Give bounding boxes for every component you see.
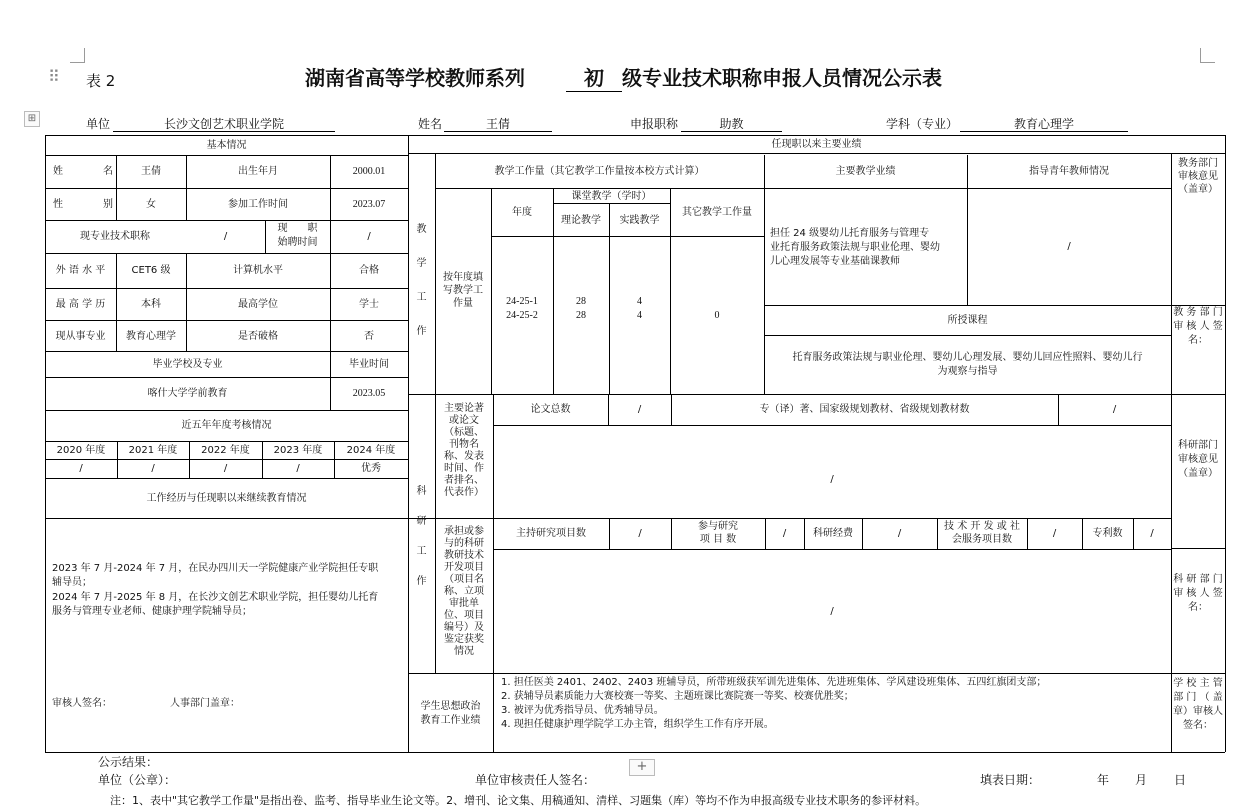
- guide-header: 指导青年教师情况: [1029, 166, 1109, 177]
- footnote: 注：1、表中"其它教学工作量"是指出卷、监考、指导毕业生论文等。2、增刊、论文集、用稿通知、清样、习题集（库）等均不作为申报高级专业技术职务的参评材料。: [110, 794, 927, 807]
- theory-value: 28: [576, 296, 586, 307]
- grad-time-value: 2023.05: [352, 388, 386, 399]
- fund-label: 科研经费: [813, 528, 853, 539]
- tech-service-value: /: [1052, 528, 1057, 539]
- paper-count-value: /: [637, 404, 642, 415]
- name-underline: [444, 131, 552, 132]
- xingbie-label-a: 性: [53, 199, 63, 210]
- unit-underline: [113, 131, 335, 132]
- assess-value-2023: /: [296, 463, 300, 474]
- birth-value: 2000.01: [352, 166, 386, 177]
- by-year-label: 按年度填 写教学工 作量: [443, 272, 483, 309]
- unit-label: 单位: [86, 117, 111, 131]
- assess-year-2024: 2024 年度: [346, 445, 396, 456]
- other-header: 其它教学工作量: [682, 207, 752, 218]
- xingbie-label-b: 别: [103, 199, 113, 210]
- research-dept-opinion: 科研部门 审核意见 （盖章）: [1178, 440, 1218, 479]
- academic-signer: 教 务 部 门 审 核 人 签 名：: [1173, 307, 1223, 346]
- join-project-value: /: [782, 528, 787, 539]
- practice-value: 4: [637, 310, 642, 321]
- papers-label: 主要论著 或论文 （标题、 刊物名 称、发表 时间、作 者排名、 代表作）: [444, 403, 484, 498]
- cur-title-label: 现专业技术职称: [80, 231, 150, 242]
- tech-service-label: 技 术 开 发 或 社 会服务项目数: [944, 521, 1020, 545]
- hire-value: /: [367, 231, 371, 242]
- year-value: 24-25-1: [506, 296, 538, 307]
- research-signer: 科 研 部 门 审 核 人 签 名：: [1173, 574, 1223, 613]
- date-day: 日: [1174, 773, 1187, 787]
- subject-underline: [960, 131, 1128, 132]
- title-level-underline: [566, 91, 622, 92]
- gender-value: 女: [146, 199, 156, 210]
- assess-year-2023: 2023 年度: [273, 445, 323, 456]
- table-number: 表 2: [86, 72, 116, 90]
- research-vertical-label: 科 研 工 作: [416, 486, 427, 587]
- school-value: 喀什大学学前教育: [147, 388, 228, 399]
- computer-label: 计算机水平: [233, 265, 283, 276]
- cur-title-value: /: [223, 231, 228, 242]
- year-header: 年度: [512, 207, 532, 218]
- theory-header: 理论教学: [561, 215, 601, 226]
- major-label: 现从事专业: [55, 331, 106, 342]
- name-value: 王倩: [485, 117, 510, 131]
- exp-line: 辅导员；: [52, 577, 92, 588]
- hire-label-a: 现 职: [277, 223, 318, 234]
- practice-value: 4: [637, 296, 642, 307]
- assess-title: 近五年年度考核情况: [181, 420, 272, 431]
- page-corner-mark-left: [70, 48, 85, 63]
- project-detail: /: [830, 606, 834, 617]
- degree-value: 学士: [359, 299, 379, 310]
- exp-title: 工作经历与任现职以来继续教育情况: [146, 493, 307, 504]
- unit-reviewer-label: 单位审核责任人签名：: [475, 773, 596, 787]
- patent-value: /: [1150, 528, 1154, 539]
- workload-header: 教学工作量（其它教学工作量按本校方式计算）: [494, 166, 705, 177]
- ideology-label: 学生思想政治 教育工作业绩: [420, 701, 481, 726]
- courses-header: 所授课程: [947, 315, 988, 326]
- assess-year-2022: 2022 年度: [201, 445, 250, 456]
- courses-text: 托育服务政策法规与职业伦理、婴幼儿心理发展、婴幼儿回应性照料、婴幼儿行 为观察与指导: [792, 352, 1143, 377]
- title-level: 初: [584, 66, 604, 90]
- assess-value-2020: /: [79, 463, 83, 474]
- paper-detail: /: [830, 474, 834, 485]
- name-cell: 王倩: [141, 166, 161, 177]
- degree-label: 最高学位: [238, 299, 278, 310]
- lang-label: 外 语 水 平: [55, 265, 106, 276]
- assess-year-2020: 2020 年度: [56, 445, 106, 456]
- class-teaching-header: 课堂教学（学时）: [571, 191, 652, 202]
- host-project-label: 主持研究项目数: [516, 528, 586, 539]
- basic-section-title: 基本情况: [206, 140, 247, 151]
- drag-handle-icon[interactable]: ⠿: [48, 67, 60, 86]
- assess-value-2022: /: [223, 463, 228, 474]
- page-corner-mark-right: [1200, 48, 1215, 63]
- main-perf-text: 担任 24 级婴幼儿托育服务与管理专 业托育服务政策法规与职业伦理、婴幼 儿心理发展等专业基础课教师: [770, 228, 940, 267]
- subject-label: 学科（专业）: [886, 117, 959, 131]
- break-value: 否: [364, 331, 374, 342]
- birth-label: 出生年月: [238, 166, 278, 177]
- lang-value: CET6 级: [131, 265, 171, 276]
- main-perf-header: 主要教学业绩: [835, 166, 896, 177]
- title-suffix: 级专业技术职称申报人员情况公示表: [622, 66, 942, 90]
- teaching-vertical-label: 教 学 工 作: [416, 224, 427, 337]
- apply-title-value: 助教: [719, 117, 744, 131]
- book-count-label: 专（译）著、国家级规划教材、省级规划教材数: [759, 404, 970, 415]
- join-project-label: 参与研究 项 目 数: [698, 521, 738, 545]
- book-count-value: /: [1112, 404, 1117, 415]
- edu-value: 本科: [141, 299, 161, 310]
- break-label: 是否破格: [238, 331, 278, 342]
- ideology-lines: 1. 担任医美 2401、2402、2403 班辅导员，所带班级获军训先进集体、先进班集体、学风建设班集体、五四红旗团支部； 2. 获辅导员素质能力大赛校赛一等奖、主题班课比赛院赛一等奖、校赛优胜奖； 3. 被评为优秀指导员、优秀辅导员。 4. 现担任健康护理学院学工办主管，组织学生工作有序开展。: [501, 677, 1047, 730]
- projects-label: 承担或参 与的科研 教研技术 开发项目 （项目名 称、立项 审批单 位、项目 编号）及 鉴定获奖 情况: [444, 526, 484, 657]
- year-value: 24-25-2: [506, 310, 538, 321]
- host-project-value: /: [638, 528, 642, 539]
- edu-label: 最 高 学 历: [55, 299, 106, 310]
- assess-value-2024: 优秀: [361, 463, 381, 474]
- work-start-label: 参加工作时间: [228, 199, 288, 210]
- xingming-label-b: 名: [103, 166, 113, 177]
- major-value: 教育心理学: [126, 331, 176, 342]
- add-row-button[interactable]: +: [629, 759, 655, 776]
- title-prefix: 湖南省高等学校教师系列: [305, 66, 525, 90]
- subject-value: 教育心理学: [1013, 117, 1074, 131]
- xingming-label-a: 姓: [53, 166, 63, 177]
- guide-value: /: [1067, 241, 1071, 252]
- exp-line: 2023 年 7 月-2024 年 7 月，在民办四川天一学院健康产业学院担任专职: [52, 563, 379, 574]
- computer-value: 合格: [359, 265, 379, 276]
- unit-value: 长沙文创艺术职业学院: [163, 117, 284, 131]
- unit-seal-label: 单位（公章）：: [98, 773, 177, 787]
- exp-line: 2024 年 7 月-2025 年 8 月，在长沙文创艺术职业学院，担任婴幼儿托育: [52, 592, 379, 603]
- apply-title-label: 申报职称: [630, 117, 679, 131]
- name-label: 姓名: [418, 117, 443, 131]
- date-month: 月: [1135, 773, 1148, 787]
- practice-header: 实践教学: [619, 215, 660, 226]
- patent-label: 专利数: [1092, 528, 1123, 539]
- other-value: 0: [714, 310, 720, 321]
- school-label: 毕业学校及专业: [152, 359, 223, 370]
- performance-section-title: 任现职以来主要业绩: [771, 139, 862, 150]
- school-signer: 学 校 主 管 部 门 （ 盖 章）审核人 签名：: [1173, 678, 1223, 731]
- paper-count-label: 论文总数: [530, 404, 571, 415]
- hr-seal-label: 人事部门盖章：: [170, 698, 240, 709]
- academic-dept-opinion: 教务部门 审核意见 （盖章）: [1178, 158, 1218, 195]
- reviewer-sign-label: 审核人签名：: [52, 698, 112, 709]
- date-year: 年: [1097, 773, 1110, 787]
- assess-value-2021: /: [151, 463, 155, 474]
- assess-year-2021: 2021 年度: [128, 445, 178, 456]
- hire-label-b: 始聘时间: [277, 237, 318, 248]
- grad-time-label: 毕业时间: [349, 359, 389, 370]
- table-move-handle-icon[interactable]: ⊞: [24, 111, 40, 127]
- apply-title-underline: [681, 131, 782, 132]
- date-label: 填表日期：: [980, 773, 1041, 787]
- exp-line: 服务与管理专业老师、健康护理学院辅导员；: [52, 606, 252, 617]
- result-label: 公示结果：: [98, 755, 159, 769]
- theory-value: 28: [576, 310, 586, 321]
- fund-value: /: [897, 528, 902, 539]
- work-start-value: 2023.07: [352, 199, 386, 210]
